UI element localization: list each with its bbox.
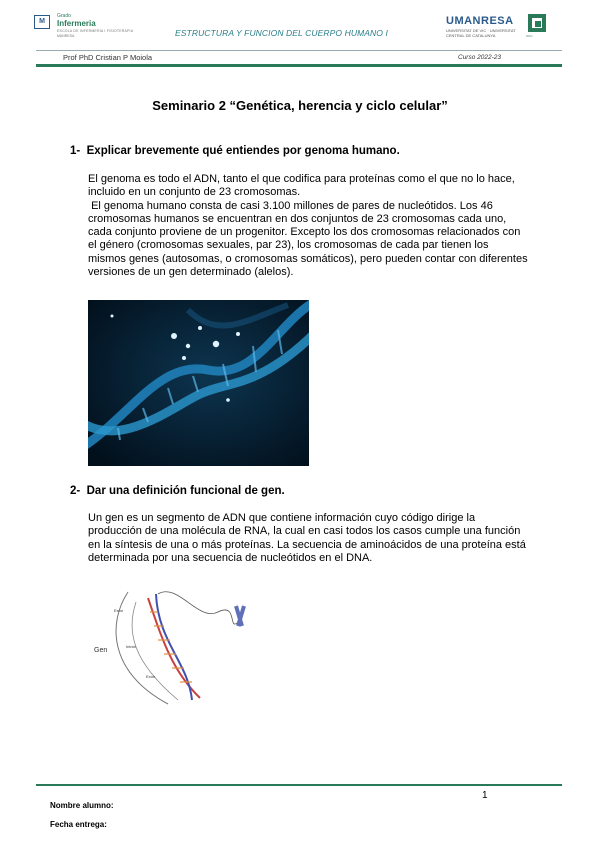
professor-name: Prof PhD Cristian P Moiola [63, 53, 153, 62]
question-1-heading [70, 145, 400, 157]
school-logo-grado: Grado [57, 13, 71, 19]
question-1-answer [88, 173, 531, 279]
intron-label: Intrón [126, 644, 137, 649]
question-2-heading [70, 485, 285, 497]
submission-date-label: Fecha entrega: [50, 820, 107, 829]
course-header-title: ESTRUCTURA Y FUNCION DEL CUERPO HUMANO I [175, 28, 388, 38]
school-logo-city: MANRESA [57, 34, 75, 38]
school-logo-subtitle: ESCOLA DE INFERMERIA I FISIOTERAPIA [57, 29, 134, 33]
document-title: Seminario 2 “Genética, herencia y ciclo celular” [152, 98, 448, 113]
ucc-logo-icon [528, 14, 546, 32]
question-2-prompt: Dar una definición funcional de gen. [86, 485, 285, 497]
course-year: Curso 2022-23 [458, 54, 501, 61]
university-logo-name: UMANRESA [446, 15, 514, 27]
page-number: 1 [482, 790, 488, 801]
student-name-label: Nombre alumno: [50, 801, 114, 810]
question-2-number: 2- [70, 485, 81, 497]
gene-structure-diagram [88, 582, 264, 710]
answer-1-paragraph-1: El genoma es todo el ADN, tanto el que codifica para proteínas como el que no lo hace, incluido en un conjunto de 23 cromosomas. [88, 173, 515, 199]
header-accent-bar [36, 64, 562, 67]
university-logo-subtitle: UNIVERSITAT DE VIC · UNIVERSITAT CENTRAL DE CATALUNYA [446, 28, 516, 38]
question-1-prompt: Explicar brevemente qué entiendes por genoma humano. [86, 145, 400, 157]
question-1-number: 1- [70, 145, 81, 157]
school-logo-name: Infermeria [57, 19, 96, 28]
footer-accent-bar [36, 784, 562, 786]
ucc-logo-caption: UCC [526, 34, 533, 38]
exon-2-label: Exón [146, 674, 156, 679]
school-logo-mark: M [34, 15, 50, 29]
header-divider [36, 50, 562, 51]
exon-1-label: Exón [114, 608, 124, 613]
gene-label: Gen [94, 647, 108, 654]
dna-helix-photo [88, 300, 309, 466]
answer-1-paragraph-2: El genoma humano consta de casi 3.100 millones de pares de nucleótidos. Los 46 cromosomas humanos se encuentran en dos conjuntos de 23 cromosomas cada uno, cada conjunto proviene de un progenitor. Excepto los dos cromosomas relacionados con el género (cromosomas sexuales, par 23), los cromosomas de cada par tienen los mismos genes (autosomas, o cromosomas somáticos), pero pueden contar con diferentes versiones de un gen determinado (alelos). [88, 199, 531, 279]
question-2-answer [88, 512, 528, 565]
answer-2-paragraph-1: Un gen es un segmento de ADN que contiene información cuyo código dirige la producción de una molécula de RNA, la cual en casi todos los casos cumple una función en la síntesis de una o más proteínas. La secuencia de aminoácidos de una proteína está determinada por una secuencia de nucleótidos en el DNA. [88, 512, 526, 564]
